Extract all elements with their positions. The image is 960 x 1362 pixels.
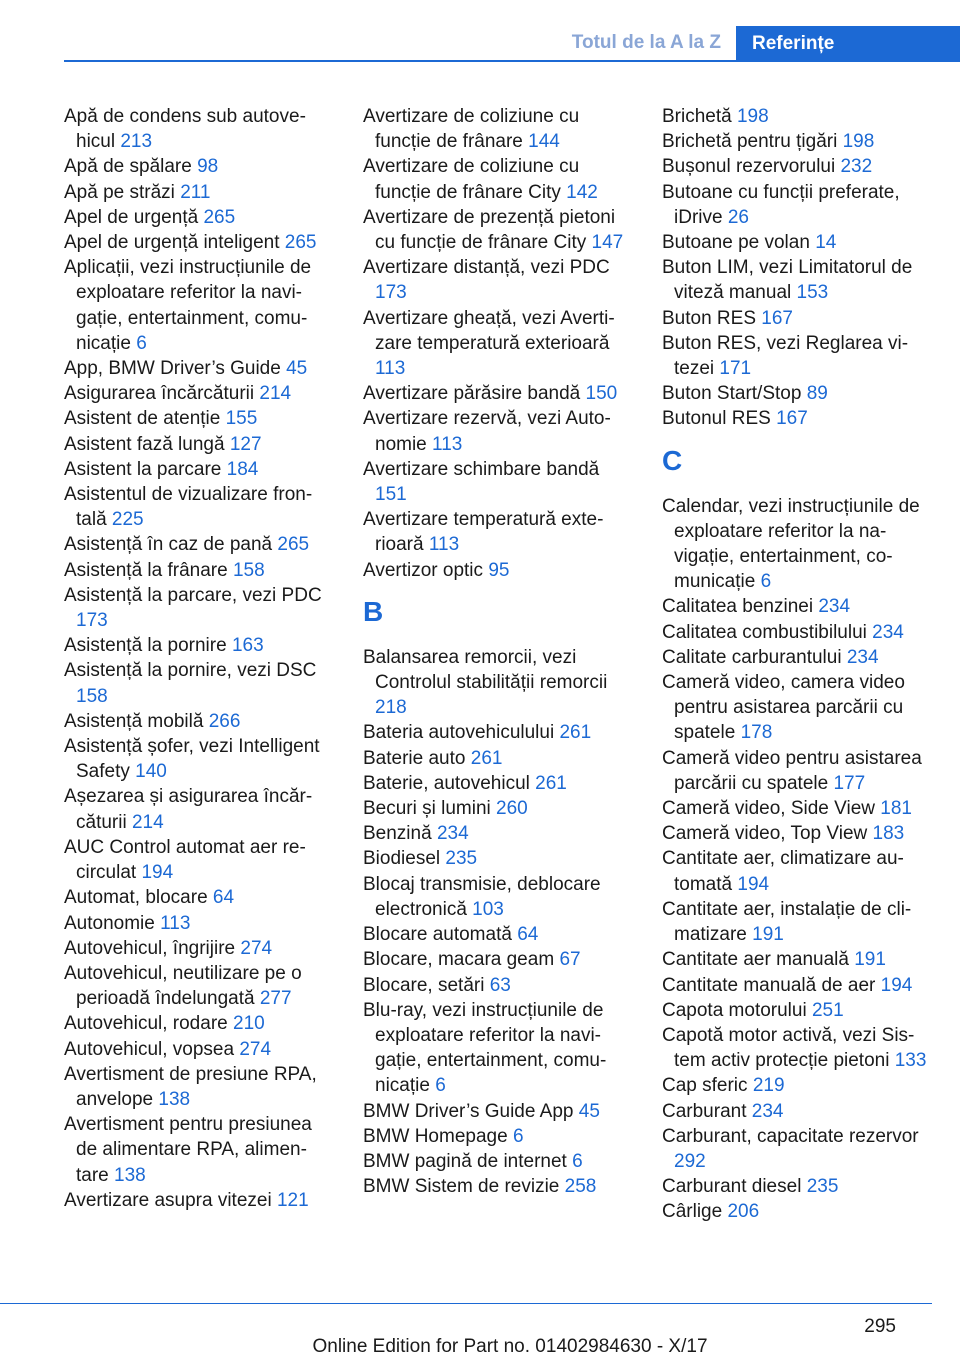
index-entry-text: Apă pe străzi bbox=[64, 181, 175, 203]
page-reference-link[interactable]: 167 bbox=[761, 307, 793, 329]
index-entry bbox=[64, 154, 332, 179]
index-entry bbox=[64, 356, 332, 381]
index-entry bbox=[64, 734, 332, 784]
index-entry-text: Asistență la frânare bbox=[64, 559, 228, 581]
index-entry bbox=[64, 255, 332, 356]
index-entry bbox=[662, 255, 930, 305]
index-entry-text: Autonomie bbox=[64, 912, 155, 934]
page-reference-link[interactable]: 113 bbox=[160, 912, 191, 934]
index-entry bbox=[64, 1188, 332, 1213]
index-entry bbox=[662, 620, 930, 645]
index-entry-text: Buton Start/Stop bbox=[662, 383, 802, 405]
index-entry-text: Autovehicul, rodare bbox=[64, 1013, 228, 1035]
index-entry bbox=[662, 1073, 930, 1098]
page-reference-link[interactable]: 6 bbox=[136, 332, 147, 354]
page-reference-link[interactable]: 292 bbox=[674, 1150, 706, 1172]
page-reference-link[interactable]: 183 bbox=[872, 823, 905, 845]
page-reference-link[interactable]: 103 bbox=[472, 898, 504, 920]
index-entry bbox=[363, 558, 633, 583]
index-entry bbox=[64, 406, 332, 431]
index-entry-text: App, BMW Driver’s Guide bbox=[64, 358, 281, 380]
index-entry bbox=[64, 835, 332, 885]
index-entry bbox=[662, 406, 930, 431]
index-entry bbox=[662, 796, 930, 821]
index-entry-text: BMW Homepage bbox=[363, 1125, 508, 1147]
index-entry-text: Becuri și lumini bbox=[363, 798, 491, 820]
page-reference-link[interactable]: 171 bbox=[719, 358, 752, 380]
page-reference-link[interactable]: 184 bbox=[226, 458, 259, 480]
index-entry-text: Avertizare asupra vitezei bbox=[64, 1189, 272, 1211]
index-entry bbox=[662, 129, 930, 154]
index-entry bbox=[662, 973, 930, 998]
page-reference-link[interactable]: 155 bbox=[225, 408, 258, 430]
page-reference-link[interactable]: 265 bbox=[277, 534, 310, 556]
index-entry-text: Aplicații, vezi instrucțiunile de exploatare referitor la navigație, entertainment, comunicație bbox=[64, 257, 312, 354]
page-reference-link[interactable]: 234 bbox=[818, 596, 851, 618]
page-reference-link[interactable]: 150 bbox=[585, 383, 618, 405]
index-entry-text: Capota motorului bbox=[662, 999, 807, 1021]
index-entry bbox=[662, 998, 930, 1023]
index-entry bbox=[363, 306, 633, 382]
page-reference-link[interactable]: 258 bbox=[564, 1176, 597, 1198]
index-entry bbox=[363, 255, 633, 305]
index-entry bbox=[363, 645, 633, 721]
page-reference-link[interactable]: 158 bbox=[232, 559, 265, 581]
index-entry bbox=[64, 633, 332, 658]
index-entry bbox=[662, 594, 930, 619]
index-entry-text: Cantitate aer manuală bbox=[662, 949, 849, 971]
page-reference-link[interactable]: 198 bbox=[842, 131, 875, 153]
index-entry bbox=[64, 583, 332, 633]
index-entry bbox=[363, 947, 633, 972]
footer-divider bbox=[0, 1303, 932, 1304]
index-entry-text: Bateria autovehiculului bbox=[363, 722, 555, 744]
page-reference-link[interactable]: 64 bbox=[212, 887, 235, 909]
page-reference-link[interactable]: 151 bbox=[375, 484, 407, 506]
index-entry bbox=[64, 558, 332, 583]
index-entry bbox=[64, 1011, 332, 1036]
page-reference-link[interactable]: 261 bbox=[470, 747, 503, 769]
page-reference-link[interactable]: 213 bbox=[120, 131, 153, 153]
index-entry bbox=[64, 205, 332, 230]
index-entry-text: Asistent la parcare bbox=[64, 458, 222, 480]
index-entry-text: Avertizare gheață, vezi Avertizare temperatură exterioară bbox=[363, 307, 615, 354]
page-reference-link[interactable]: 261 bbox=[559, 722, 592, 744]
index-entry-text: Bușonul rezervorului bbox=[662, 156, 836, 178]
index-entry-text: Calitatea combustibilului bbox=[662, 621, 867, 643]
index-entry-text: AUC Control automat aer recirculat bbox=[64, 836, 306, 884]
index-entry bbox=[64, 381, 332, 406]
page-reference-link[interactable]: 163 bbox=[231, 635, 264, 657]
page-reference-link[interactable]: 277 bbox=[259, 988, 292, 1010]
index-entry bbox=[662, 230, 930, 255]
page-reference-link[interactable]: 191 bbox=[854, 949, 886, 971]
page-reference-link[interactable]: 194 bbox=[737, 873, 770, 895]
page-header bbox=[0, 0, 960, 66]
index-entry-text: Benzină bbox=[363, 823, 432, 845]
index-entry-text: Autovehicul, neutilizare pe o perioadă îndelungată bbox=[64, 962, 302, 1010]
page-reference-link[interactable]: 45 bbox=[286, 358, 308, 380]
index-entry-text: Apel de urgență inteligent bbox=[64, 232, 280, 254]
index-entry-text: Cantitate aer, climatizare automată bbox=[662, 848, 904, 895]
index-entry-text: Cantitate aer, instalație de climatizare bbox=[662, 898, 912, 946]
index-entry-text: Avertizor optic bbox=[363, 559, 484, 581]
index-entry bbox=[64, 961, 332, 1011]
index-entry-text: Asistență șofer, vezi Intelligent Safety bbox=[64, 736, 320, 783]
index-entry bbox=[363, 796, 633, 821]
page-reference-link[interactable]: 173 bbox=[375, 282, 407, 304]
section-letter-heading: B bbox=[363, 595, 384, 627]
index-entry bbox=[64, 432, 332, 457]
index-entry-text: Avertizare distanță, vezi PDC bbox=[363, 257, 610, 279]
index-entry bbox=[64, 457, 332, 482]
index-entry bbox=[363, 1149, 633, 1174]
page-reference-link[interactable]: 234 bbox=[751, 1100, 784, 1122]
index-entry bbox=[662, 947, 930, 972]
index-entry bbox=[363, 154, 633, 204]
page-reference-link[interactable]: 274 bbox=[240, 937, 273, 959]
page-reference-link[interactable]: 113 bbox=[375, 358, 406, 380]
index-entry-text: Avertizare temperatură exterioară bbox=[363, 509, 604, 556]
index-entry bbox=[662, 494, 930, 595]
index-column-1 bbox=[64, 104, 332, 1213]
index-entry bbox=[363, 846, 633, 871]
page-reference-link[interactable]: 121 bbox=[276, 1189, 309, 1211]
page-reference-link[interactable]: 274 bbox=[239, 1038, 272, 1060]
index-entry-text: Avertizare părăsire bandă bbox=[363, 383, 581, 405]
index-entry bbox=[363, 746, 633, 771]
index-entry bbox=[662, 1124, 930, 1174]
index-entry-text: Calitate carburantului bbox=[662, 646, 842, 668]
page-reference-link[interactable]: 235 bbox=[445, 848, 478, 870]
section-letter-heading: C bbox=[662, 444, 683, 476]
page-reference-link[interactable]: 158 bbox=[76, 685, 108, 707]
index-entry-text: Cameră video, camera video pentru asistarea parcării cu spatele bbox=[662, 672, 905, 744]
index-entry bbox=[662, 1099, 930, 1124]
index-entry bbox=[662, 180, 930, 230]
index-entry bbox=[363, 821, 633, 846]
index-entry-text: Asistență la parcare, vezi PDC bbox=[64, 584, 322, 606]
page-reference-link[interactable]: 140 bbox=[135, 761, 167, 783]
index-entry bbox=[64, 658, 332, 708]
page-reference-link[interactable]: 232 bbox=[840, 156, 873, 178]
index-entry-text: Așezarea și asigurarea încărcăturii bbox=[64, 786, 313, 833]
page-reference-link[interactable]: 210 bbox=[233, 1013, 265, 1035]
index-entry bbox=[363, 1174, 633, 1199]
index-entry-text: Calitatea benzinei bbox=[662, 596, 814, 618]
index-entry-text: Asistență mobilă bbox=[64, 710, 204, 732]
page-reference-link[interactable]: 167 bbox=[776, 408, 808, 430]
tab-section-title[interactable]: Totul de la A la Z bbox=[520, 26, 735, 60]
index-column-3 bbox=[662, 104, 930, 1225]
index-entry-text: Brichetă bbox=[662, 106, 732, 127]
page-reference-link[interactable]: 265 bbox=[284, 232, 317, 254]
page-reference-link[interactable]: 6 bbox=[512, 1125, 524, 1147]
page-reference-link[interactable]: 198 bbox=[736, 106, 769, 127]
index-entry bbox=[662, 846, 930, 896]
index-entry bbox=[64, 1062, 332, 1112]
index-entry bbox=[363, 457, 633, 507]
page-reference-link[interactable]: 26 bbox=[727, 206, 749, 228]
index-entry-text: Carburant bbox=[662, 1100, 747, 1122]
index-entry bbox=[64, 911, 332, 936]
index-entry-text: Brichetă pentru țigări bbox=[662, 131, 838, 153]
index-entry bbox=[363, 720, 633, 745]
index-entry-text: Cantitate manuală de aer bbox=[662, 974, 876, 996]
index-entry-text: Avertizare rezervă, vezi Autonomie bbox=[363, 408, 611, 455]
page-reference-link[interactable]: 133 bbox=[894, 1050, 927, 1072]
index-entry-text: Buton RES bbox=[662, 307, 756, 329]
index-entry-text: Asistență la pornire bbox=[64, 635, 227, 657]
index-entry bbox=[363, 922, 633, 947]
index-entry-text: Avertizare de coliziune cu funcție de frânare City bbox=[363, 156, 580, 203]
index-entry-text: Avertisment pentru presiunea de alimentare RPA, alimentare bbox=[64, 1114, 312, 1186]
index-entry bbox=[64, 482, 332, 532]
index-entry-text: Asistent de atenție bbox=[64, 408, 221, 430]
page-reference-link[interactable]: 144 bbox=[528, 131, 560, 153]
page-reference-link[interactable]: 219 bbox=[752, 1075, 785, 1097]
index-entry-text: Avertisment de presiune RPA, anvelope bbox=[64, 1063, 317, 1110]
page-number: 295 bbox=[864, 1316, 896, 1337]
page-reference-link[interactable]: 6 bbox=[435, 1075, 446, 1097]
page-reference-link[interactable]: 194 bbox=[141, 862, 174, 884]
edition-footer: Online Edition for Part no. 01402984630 - X/17 bbox=[312, 1336, 708, 1357]
index-entry-text: Baterie auto bbox=[363, 747, 466, 769]
page-reference-link[interactable]: 260 bbox=[496, 798, 528, 820]
index-entry bbox=[363, 104, 633, 154]
index-entry-text: Buton LIM, vezi Limitatorul de viteză manual bbox=[662, 257, 913, 304]
page-reference-link[interactable]: 98 bbox=[197, 156, 219, 178]
page-reference-link[interactable]: 206 bbox=[727, 1201, 760, 1223]
index-entry bbox=[64, 1037, 332, 1062]
page-reference-link[interactable]: 63 bbox=[489, 974, 511, 996]
index-entry bbox=[662, 670, 930, 746]
index-entry-text: Apă de condens sub autovehicul bbox=[64, 106, 306, 153]
index-entry-text: Apă de spălare bbox=[64, 156, 192, 178]
index-entry-text: Asistență la pornire, vezi DSC bbox=[64, 660, 317, 682]
page-reference-link[interactable]: 191 bbox=[752, 924, 784, 946]
index-entry bbox=[64, 532, 332, 557]
page-reference-link[interactable]: 194 bbox=[880, 974, 913, 996]
index-entry bbox=[363, 381, 633, 406]
index-entry-text: Asistență în caz de pană bbox=[64, 534, 273, 556]
page-reference-link[interactable]: 234 bbox=[846, 646, 879, 668]
index-entry-text: Biodiesel bbox=[363, 848, 441, 870]
index-column-2 bbox=[363, 104, 633, 1199]
index-entry bbox=[363, 998, 633, 1099]
index-entry-text: Blocare, macara geam bbox=[363, 949, 555, 971]
index-entry bbox=[64, 180, 332, 205]
index-entry-text: Cameră video pentru asistarea parcării cu spatele bbox=[662, 747, 922, 794]
header-divider bbox=[64, 60, 960, 62]
page-reference-link[interactable]: 113 bbox=[428, 534, 460, 556]
page-reference-link[interactable]: 138 bbox=[114, 1164, 146, 1186]
index-entry-text: Carburant, capacitate rezervor bbox=[662, 1125, 919, 1147]
index-entry bbox=[662, 897, 930, 947]
index-entry-text: Avertizare de prezență pietoni cu funcție de frânare City bbox=[363, 206, 616, 254]
index-entry-text: Asistentul de vizualizare frontală bbox=[64, 484, 313, 531]
page-reference-link[interactable]: 142 bbox=[566, 181, 598, 203]
page-reference-link[interactable]: 211 bbox=[180, 181, 211, 203]
index-entry bbox=[64, 230, 332, 255]
index-entry-text: Butoane pe volan bbox=[662, 232, 810, 254]
index-entry-text: Buton RES, vezi Reglarea vitezei bbox=[662, 332, 909, 380]
index-entry bbox=[662, 1174, 930, 1199]
index-entry bbox=[662, 154, 930, 179]
page-reference-link[interactable]: 265 bbox=[203, 206, 236, 228]
page-reference-link[interactable]: 147 bbox=[591, 232, 624, 254]
index-entry bbox=[662, 331, 930, 381]
index-entry bbox=[64, 936, 332, 961]
page-reference-link[interactable]: 138 bbox=[158, 1088, 191, 1110]
index-entry bbox=[662, 645, 930, 670]
index-entry bbox=[363, 406, 633, 456]
tab-references[interactable]: Referințe bbox=[736, 26, 960, 62]
page-reference-link[interactable]: 234 bbox=[436, 823, 469, 845]
page-reference-link[interactable]: 6 bbox=[572, 1150, 583, 1172]
index-entry bbox=[662, 1199, 930, 1224]
page-reference-link[interactable]: 127 bbox=[229, 433, 262, 455]
page-reference-link[interactable]: 64 bbox=[517, 924, 539, 946]
index-entry bbox=[363, 205, 633, 255]
page-reference-link[interactable]: 178 bbox=[740, 722, 773, 744]
index-entry bbox=[662, 1023, 930, 1073]
page-reference-link[interactable]: 234 bbox=[872, 621, 904, 643]
index-entry-text: Calendar, vezi instrucțiunile de exploatare referitor la navigație, entertainment, comunicație bbox=[662, 495, 920, 593]
page-reference-link[interactable]: 251 bbox=[811, 999, 844, 1021]
index-entry-text: Asistent fază lungă bbox=[64, 433, 225, 455]
page-reference-link[interactable]: 14 bbox=[815, 232, 837, 254]
page-reference-link[interactable]: 173 bbox=[76, 610, 108, 632]
page-reference-link[interactable]: 113 bbox=[432, 433, 463, 455]
index-entry bbox=[64, 1112, 332, 1188]
index-entry-text: Capotă motor activă, vezi Sistem activ protecție pietoni bbox=[662, 1024, 915, 1072]
index-entry-text: Apel de urgență bbox=[64, 206, 199, 228]
index-entry bbox=[662, 104, 930, 129]
index-entry-text: BMW Sistem de revizie bbox=[363, 1176, 560, 1198]
index-entry bbox=[363, 771, 633, 796]
index-entry-text: Avertizare schimbare bandă bbox=[363, 458, 600, 480]
page-reference-link[interactable]: 67 bbox=[559, 949, 581, 971]
page-reference-link[interactable]: 89 bbox=[806, 383, 828, 405]
index-entry bbox=[662, 381, 930, 406]
index-entry-text: Asigurarea încărcăturii bbox=[64, 383, 255, 405]
index-entry-text: Autovehicul, vopsea bbox=[64, 1038, 235, 1060]
index-entry-text: Blocare, setări bbox=[363, 974, 485, 996]
index-entry bbox=[363, 1124, 633, 1149]
index-entry-text: BMW pagină de internet bbox=[363, 1150, 567, 1172]
index-entry-text: Blocare automată bbox=[363, 924, 512, 946]
index-entry bbox=[363, 507, 633, 557]
index-entry-text: Cameră video, Side View bbox=[662, 798, 875, 820]
index-entry bbox=[64, 784, 332, 834]
index-entry-text: Butonul RES bbox=[662, 408, 771, 430]
page-reference-link[interactable]: 6 bbox=[760, 571, 772, 593]
page-reference-link[interactable]: 153 bbox=[796, 282, 829, 304]
index-entry bbox=[363, 1099, 633, 1124]
page-reference-link[interactable]: 45 bbox=[578, 1100, 600, 1122]
index-entry-text: Autovehicul, îngrijire bbox=[64, 937, 236, 959]
page-reference-link[interactable]: 266 bbox=[208, 710, 241, 732]
page-reference-link[interactable]: 181 bbox=[880, 798, 912, 820]
index-entry-text: Cap sferic bbox=[662, 1075, 748, 1097]
page-reference-link[interactable]: 95 bbox=[488, 559, 510, 581]
page-reference-link[interactable]: 214 bbox=[131, 811, 164, 833]
index-entry-text: Baterie, autovehicul bbox=[363, 772, 530, 794]
index-entry bbox=[363, 872, 633, 922]
index-entry-text: Avertizare de coliziune cu funcție de frânare bbox=[363, 106, 580, 153]
page-reference-link[interactable]: 235 bbox=[806, 1176, 839, 1198]
page-reference-link[interactable]: 214 bbox=[259, 383, 292, 405]
index-entry bbox=[662, 746, 930, 796]
index-entry-text: BMW Driver’s Guide App bbox=[363, 1100, 574, 1122]
page-reference-link[interactable]: 177 bbox=[833, 772, 866, 794]
index-entry bbox=[662, 306, 930, 331]
index-entry bbox=[363, 973, 633, 998]
index-entry-text: Butoane cu funcții preferate, iDrive bbox=[662, 181, 900, 228]
index-entry bbox=[64, 885, 332, 910]
index-entry-text: Cârlige bbox=[662, 1201, 723, 1223]
index-entry bbox=[64, 709, 332, 734]
index-entry-text: Cameră video, Top View bbox=[662, 823, 868, 845]
index-entry-text: Carburant diesel bbox=[662, 1176, 802, 1198]
page-reference-link[interactable]: 225 bbox=[111, 509, 144, 531]
index-entry-text: Blu-ray, vezi instrucțiunile de exploatare referitor la navigație, entertainment, comunicație bbox=[363, 999, 607, 1097]
index-entry bbox=[64, 104, 332, 154]
page-reference-link[interactable]: 218 bbox=[375, 697, 407, 719]
index-entry-text: Blocaj transmisie, deblocare electronică bbox=[363, 873, 601, 920]
index-entry-text: Automat, blocare bbox=[64, 887, 208, 909]
index-entry bbox=[662, 821, 930, 846]
index-entry-text: Balansarea remorcii, vezi Controlul stabilității remorcii bbox=[363, 646, 608, 694]
page-reference-link[interactable]: 261 bbox=[535, 772, 567, 794]
